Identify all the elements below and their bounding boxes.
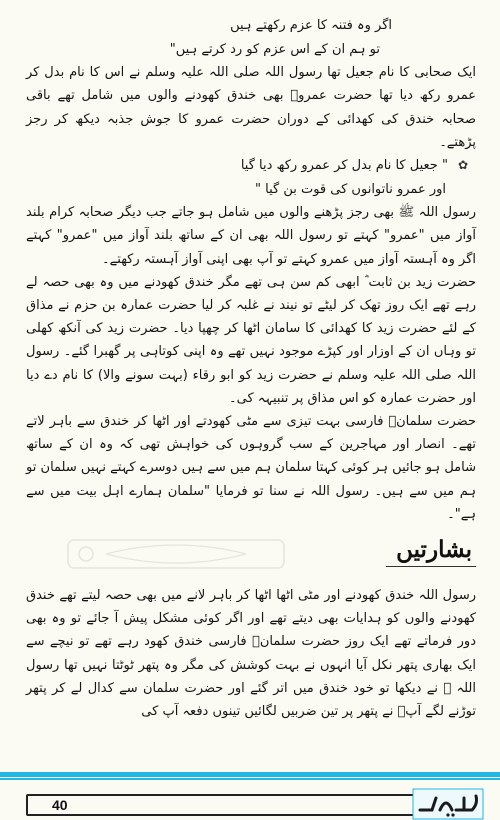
heading-underline <box>386 566 476 567</box>
verse-block-2 <box>26 154 476 201</box>
paragraph-salman: حضرت سلمانؓ فارسی بہت تیزی سے مٹی کھودتے اور اٹھا کر خندق سے باہر لاتے تھے۔ انصار اور مہاجرین کے سب گروہوں کی خواہش تھی کہ وہ ان کے ساتھ شامل ہو جائیں ہر کوئی کہتا سلمان ہم میں سے ہیں دوسرے کہتے نہیں سلمان تو ہم میں سے ہیں۔ رسول اللہ نے سنا تو فرمایا "سلمان ہمارے اہل بیت میں سے ہے"۔ <box>26 414 476 522</box>
verse-line: اگر وہ فتنہ کا عزم رکھتے ہیں <box>230 18 392 33</box>
section-heading: بشارتیں <box>396 536 472 564</box>
page-number: 40 <box>52 797 68 813</box>
section-heading-block <box>26 530 476 582</box>
footer-stripe-thin <box>0 778 500 780</box>
footer-stripe <box>0 772 500 777</box>
ornament-watermark-icon <box>66 534 286 574</box>
paragraph-jail-amr: ایک صحابی کا نام جعیل تھا رسول اللہ صلی اللہ علیہ وسلم نے اس کا نام بدل کر عمرو رکھ دیا تھا حضرت عمروؓ بھی خندق کھودنے والوں میں شامل تھے باقی صحابہ خندق کی کھدائی کے دوران حضرت عمرو کا جوش جذبہ دیکھ کر رجز پڑھتے۔ <box>26 65 476 150</box>
verse-line: " جعیل کا نام بدل کر عمرو رکھ دیا گیا <box>240 158 448 173</box>
verse-block-1 <box>26 14 476 61</box>
flower-bullet-icon: ✿ <box>457 158 468 172</box>
footer-accent-bar <box>0 772 500 784</box>
text-column <box>26 14 476 723</box>
footer-frame <box>26 794 426 816</box>
verse-line: تو ہم ان کے اس عزم کو رد کرتے ہیں" <box>169 41 380 57</box>
paragraph-rajaz: رسول اللہ ﷺ بھی رجز پڑھنے والوں میں شامل ہو جاتے جب دیگر صحابہ کرام بلند آواز میں "عمرو" کہتے تو رسول اللہ بھی ان کے ساتھ بلند آواز میں "عمرو" کہتے اگر وہ آہستہ آواز میں عمرو کہتے تو آپ بھی اپنی آواز آہستہ رکھتے۔ <box>26 205 476 267</box>
al-amin-logo-icon <box>412 788 484 820</box>
paragraph-basharat: رسول اللہ خندق کھودنے اور مٹی اٹھا اٹھا کر باہر لانے میں بھی حصہ لیتے تھے خندق کھودنے والوں کو ہدایات بھی دیتے تھے اور اگر کوئی مشکل پیش آ جائے تو وہ بھی دور فرماتے تھے ایک روز حضرت سلمانؓ فارسی خندق کھود رہے تھے تو نیچے سے ایک بھاری پتھر نکل آیا انہوں نے بہت کوشش کی مگر وہ پتھر ٹوٹتا نہیں تھا رسول اللہ ﷺ نے دیکھا تو خود خندق میں اتر گئے اور حضرت سلمان سے کدال لے کر پتھر توڑنے لگے آپؐ نے پتھر پر تین ضربیں لگائیں تینوں دفعہ آپ کی <box>26 588 476 720</box>
verse-line-bulleted <box>26 154 476 178</box>
verse-line: اور عمرو ناتوانوں کی قوت بن گیا " <box>255 181 446 197</box>
paragraph-zaid: حضرت زید بن ثابت ؓ ابھی کم سن ہی تھے مگر خندق کھودنے میں وہ بھی حصہ لے رہے تھے ایک روز تھک کر لیٹے تو نیند نے غلبہ کر لیا حضرت عمارہ بن حزم نے مذاق کے لئے حضرت زید کا کھدائی کا سامان اٹھا کر چھپا دیا۔ حضرت زید کی آنکھ کھلی تو وہاں ان کے اوزار اور کپڑے موجود نہیں تھے وہ اپنی کوتاہی پر گھبرا گئے۔ رسول اللہ صلی اللہ علیہ وسلم نے حضرت زید کو ابو رقاء (بہت سونے والا) کا نام دے دیا اور حضرت عمارہ کو اس مذاق پر تنبیہہ کی۔ <box>26 274 476 406</box>
